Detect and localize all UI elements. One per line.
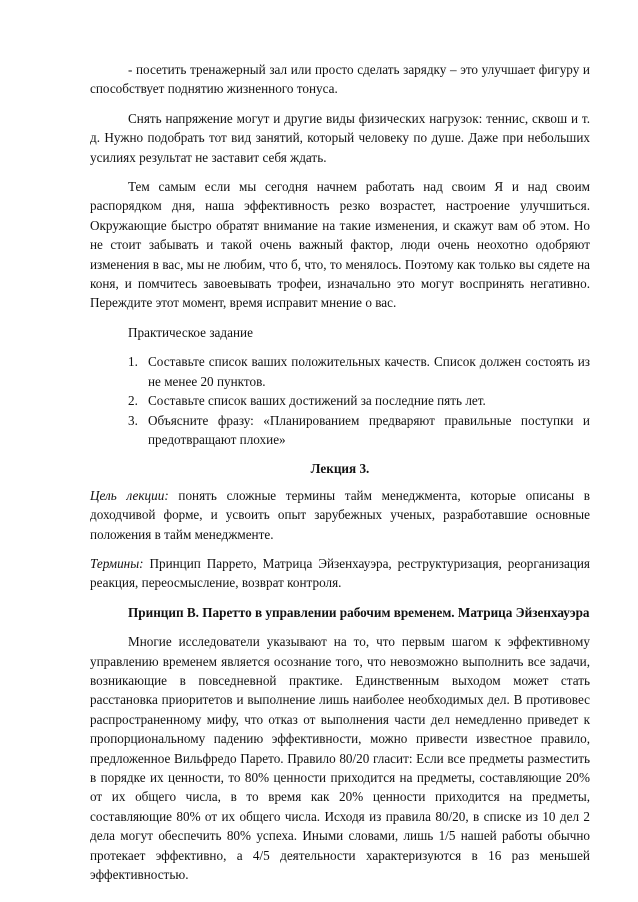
lecture-terms: [90, 554, 590, 593]
list-item-text: Составьте список ваших положительных качеств. Список должен состоять из не менее 20 пунктов.: [148, 354, 590, 389]
list-item-text: Составьте список ваших достижений за последние пять лет.: [148, 393, 486, 409]
lecture-terms-text: Принцип Паррето, Матрица Эйзенхауэра, реструктуризация, реорганизация реакция, переосмысление, возврат контроля.: [90, 555, 590, 591]
lecture-goal-text: понять сложные термины тайм менеджмента, которые описаны в доходчивой форме, и усвоить опыт зарубежных ученых, разработавшие основные положения в тайм менеджменте.: [90, 487, 590, 542]
practical-task-list: [90, 352, 590, 449]
lecture-goal-label: Цель лекции:: [90, 487, 169, 503]
list-item-number: 2.: [128, 393, 138, 409]
list-item: [90, 352, 590, 391]
paragraph-exercise: - посетить тренажерный зал или просто сделать зарядку – это улучшает фигуру и способствует поднятию жизненного тонуса.: [90, 62, 590, 97]
list-item: [90, 411, 590, 450]
lecture-terms-label: Термины:: [90, 555, 144, 571]
document-page: [90, 60, 590, 884]
practical-task-heading: Практическое задание: [128, 324, 253, 340]
list-item: [90, 391, 590, 410]
list-item-text: Объясните фразу: «Планированием предваряют правильные поступки и предотвращают плохие»: [148, 412, 590, 447]
list-item-number: 1.: [128, 354, 138, 370]
paragraph-self-improvement: Тем самым если мы сегодня начнем работать над своим Я и над своим распорядком дня, наша эффективность резко возрастет, настроение улучшиться. Окружающие быстро обратят внимание на такие изменения, и скажут вам об этом. Но не стоит забывать и такой очень важный фактор, люди очень неохотно одобряют изменения в вас, мы не любим, что б, что, то менялось. Поэтому как только вы сядете на коня, и помчитесь завоевывать трофеи, изначально это могут воспринять негативно. Переждите этот момент, время исправит мнение о вас.: [90, 179, 590, 311]
lecture-goal: [90, 486, 590, 544]
lecture-title: Лекция 3.: [310, 461, 370, 477]
section-heading: Принцип В. Паретто в управлении рабочим временем. Матрица Эйзенхауэра: [128, 604, 590, 620]
section-body: Многие исследователи указывают на то, что первым шагом к эффективному управлению временем является осознание того, что невозможно выполнить все задачи, возникающие в повседневной практике. Единственным выходом может стать расстановка приоритетов и выполнение лишь наиболее необходимых дел. В противовес распространенному мифу, что отказ от выполнения части дел немедленно приведет к пропорциональному падению эффективности, можно привести известное правило, предложенное Вильфредо Парето. Правило 80/20 гласит: Если все предметы разместить в порядке их ценности, то 80% ценности приходится на предметы, составляющие 20% от их общего числа, в то время как 20% ценности приходится на предметы, составляющие 80% от их общего числа. Исходя из правила 80/20, в списке из 10 дел 2 дела могут обеспечить 80% успеха. Иными словами, лишь 1/5 нашей работы обычно протекает эффективно, а 4/5 деятельности характеризуются в 16 раз меньшей эффективностью.: [90, 634, 590, 883]
list-item-number: 3.: [128, 412, 138, 428]
paragraph-physical-activity: Снять напряжение могут и другие виды физических нагрузок: теннис, сквош и т. д. Нужно подобрать тот вид занятий, который человеку по душе. Даже при небольших усилиях результат не заставит себя ждать.: [90, 110, 590, 165]
